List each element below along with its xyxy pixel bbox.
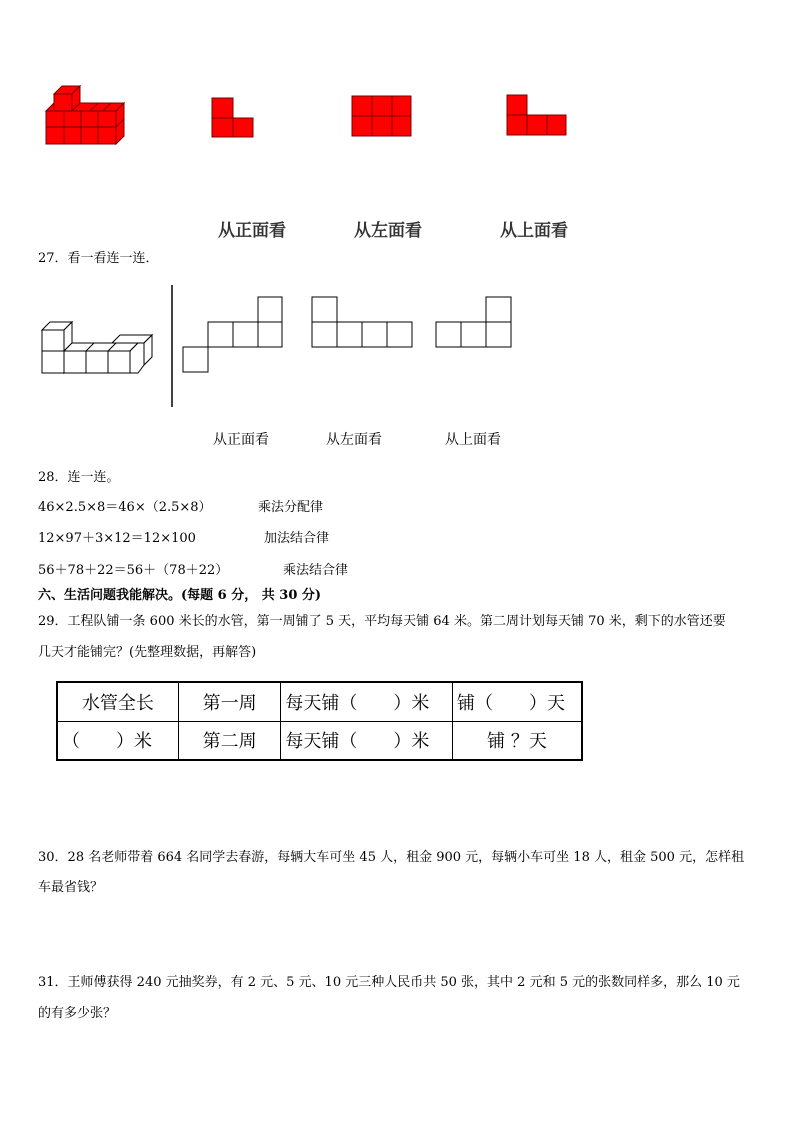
q27-label-front: 从正面看 — [213, 432, 269, 448]
view-option-a — [183, 297, 283, 374]
question-31-line-2: 的有多少张？ — [38, 1006, 117, 1021]
table-total-label: 水管全长 — [57, 682, 178, 721]
q28-expression-1: 46×2.5×8＝46×（2.5×8） — [38, 500, 212, 515]
question-31-line-1: 31．王师傅获得 240 元抽奖券，有 2 元、5 元、10 元三种人民币共 50 张，其中 2 元和 5 元的张数同样多，那么 10 元 — [38, 975, 740, 990]
question-27-prompt: 27．看一看连一连． — [38, 251, 159, 266]
view-option-c — [436, 297, 514, 349]
question-30-line-1: 30．28 名老师带着 664 名同学去春游，每辆大车可坐 45 人，租金 900 元，每辆小车可坐 18 人，租金 500 元，怎样租 — [38, 850, 745, 865]
q28-law-2: 加法结合律 — [264, 531, 330, 546]
red-top-view-figure — [507, 95, 567, 136]
q27-label-top: 从上面看 — [445, 432, 501, 448]
table-days-2: 铺 ？天 — [453, 721, 582, 760]
q27-label-left: 从左面看 — [326, 432, 382, 448]
q28-expression-3: 56＋78＋22＝56＋（78＋22） — [38, 563, 229, 578]
view-label-front: 从正面看 — [218, 221, 286, 241]
vertical-divider — [170, 285, 174, 407]
q28-law-3: 乘法结合律 — [283, 563, 349, 578]
question-29-line-2: 几天才能铺完？(先整理数据，再解答) — [38, 645, 257, 660]
table-daily-1[interactable]: 每天铺（ ）米 — [281, 682, 453, 721]
question-28-prompt: 28．连一连。 — [38, 470, 120, 485]
table-total-unit[interactable]: （ ）米 — [57, 721, 178, 760]
view-option-b — [312, 297, 414, 349]
section-6-heading: 六、生活问题我能解决。(每题 6 分， 共 30 分) — [38, 588, 322, 603]
q28-law-1: 乘法分配律 — [258, 500, 324, 515]
question-30-line-2: 车最省钱？ — [38, 880, 104, 895]
question-29-line-1: 29．工程队铺一条 600 米长的水管，第一周铺了 5 天，平均每天铺 64 米。第二周计划每天铺 70 米，剩下的水管还要 — [38, 614, 726, 629]
white-cube-figure-3d — [42, 322, 154, 376]
q28-expression-2: 12×97＋3×12＝12×100 — [38, 531, 196, 546]
table-daily-2[interactable]: 每天铺（ ）米 — [281, 721, 453, 760]
q29-data-table — [56, 681, 583, 761]
table-days-1[interactable]: 铺（ ）天 — [453, 682, 582, 721]
red-cube-figure-3d — [46, 86, 126, 146]
table-week1-label: 第一周 — [178, 682, 281, 721]
view-label-top: 从上面看 — [500, 221, 568, 241]
red-left-view-figure — [352, 96, 412, 137]
red-front-view-figure — [212, 98, 254, 138]
view-label-left: 从左面看 — [354, 221, 422, 241]
table-week2-label: 第二周 — [178, 721, 281, 760]
